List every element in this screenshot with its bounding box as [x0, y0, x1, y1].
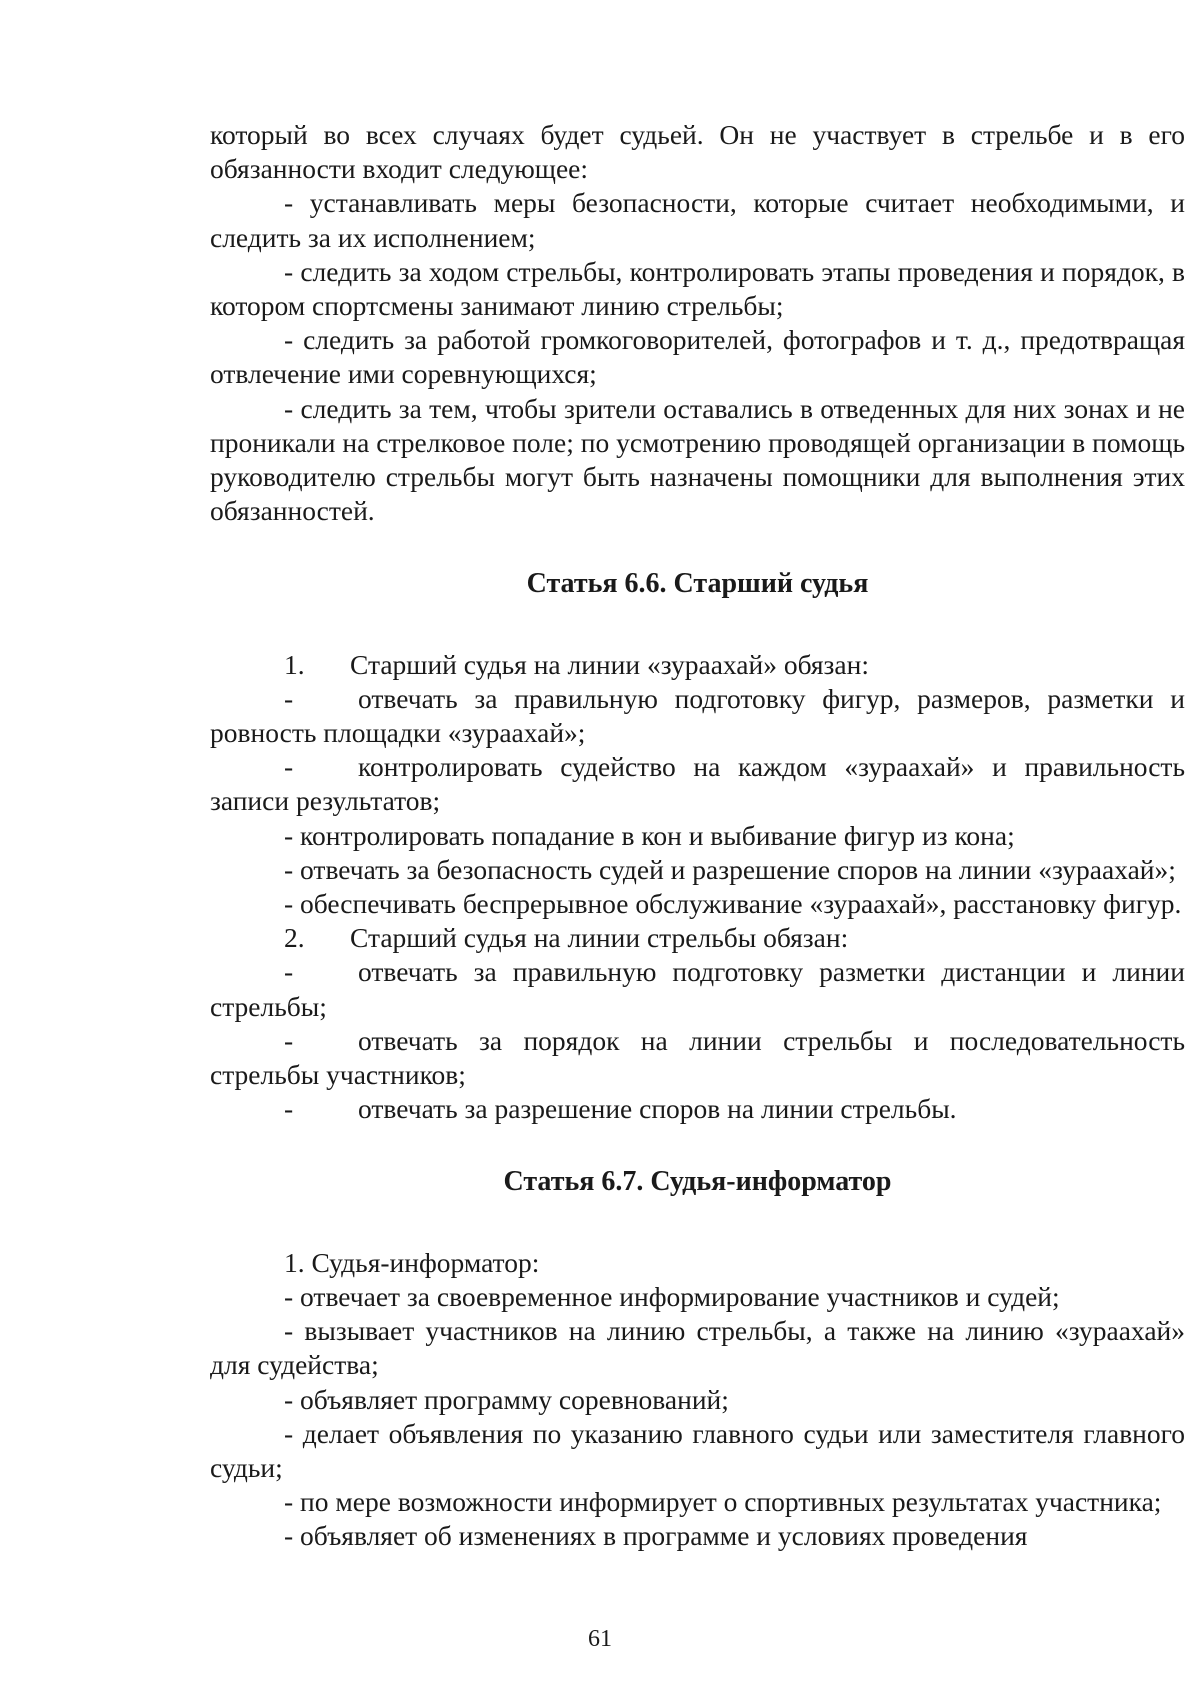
list-item: [210, 750, 1185, 818]
list-item-text: отвечать за порядок на линии стрельбы и последовательность стрельбы участников;: [210, 1024, 1185, 1091]
item-text: Старший судья на линии стрельбы обязан:: [350, 922, 849, 954]
item-number: 1.: [284, 648, 305, 680]
list-dash: -: [284, 1024, 294, 1056]
list-item: [210, 1024, 1185, 1092]
article-6-6-heading: Статья 6.6. Старший судья: [526, 568, 869, 600]
article-6-7-heading: Статья 6.7. Судья-информатор: [503, 1166, 892, 1198]
paragraph: - следить за работой громкоговорителей, фотографов и т. д., предотвращая отвлечение ими соревнующихся;: [210, 324, 1185, 390]
numbered-item-1: [210, 648, 1185, 682]
list-item-text: контролировать судейство на каждом «зураахай» и правильность записи результатов;: [210, 751, 1185, 817]
list-dash: -: [284, 751, 294, 783]
numbered-item-2: [210, 921, 1185, 955]
paragraph: - объявляет программу соревнований;: [284, 1383, 729, 1415]
paragraph: - следить за ходом стрельбы, контролировать этапы проведения и порядок, в котором спортсмены занимают линию стрельбы;: [210, 255, 1185, 322]
list-item-text: отвечать за правильную подготовку фигур, размеров, разметки и ровность площадки «зураахай»;: [210, 682, 1185, 749]
list-item: [210, 955, 1185, 1023]
paragraph: - устанавливать меры безопасности, которые считает необходимыми, и следить за их исполнением;: [210, 187, 1185, 253]
list-item: [210, 682, 1185, 750]
text-column: [210, 118, 1185, 1554]
paragraph: - следить за тем, чтобы зрители оставались в отведенных для них зонах и не проникали на стрелковое поле; по усмотрению проводящей организации в помощь руководителю стрельбы могут быть назначены помощники для выполнения этих обязанностей.: [210, 392, 1185, 527]
paragraph: - отвечает за своевременное информирование участников и судей;: [284, 1280, 1060, 1312]
item-number: 2.: [284, 922, 305, 954]
paragraph: - обеспечивать беспрерывное обслуживание «зураахай», расстановку фигур.: [284, 888, 1182, 920]
paragraph: - делает объявления по указанию главного судьи или заместителя главного судьи;: [210, 1417, 1185, 1483]
paragraph: - контролировать попадание в кон и выбивание фигур из кона;: [284, 819, 1015, 851]
list-dash: -: [284, 956, 294, 988]
paragraph: 1. Судья-информатор:: [284, 1246, 540, 1278]
paragraph: - объявляет об изменениях в программе и условиях проведения: [284, 1520, 1028, 1552]
list-dash: -: [284, 682, 294, 714]
page-number: 61: [588, 1626, 612, 1652]
paragraph: - отвечать за безопасность судей и разрешение споров на линии «зураахай»;: [284, 853, 1176, 885]
list-item-text: отвечать за разрешение споров на линии стрельбы.: [358, 1093, 957, 1125]
paragraph: который во всех случаях будет судьей. Он не участвует в стрельбе и в его обязанности входит следующее:: [210, 119, 1185, 185]
item-text: Старший судья на линии «зураахай» обязан:: [350, 648, 869, 680]
list-item-text: отвечать за правильную подготовку разметки дистанции и линии стрельбы;: [210, 956, 1185, 1022]
list-dash: -: [284, 1093, 294, 1125]
paragraph: - вызывает участников на линию стрельбы, а также на линию «зураахай» для судейства;: [210, 1315, 1185, 1381]
list-item: [210, 1092, 1185, 1126]
paragraph: - по мере возможности информирует о спортивных результатах участника;: [284, 1486, 1162, 1518]
